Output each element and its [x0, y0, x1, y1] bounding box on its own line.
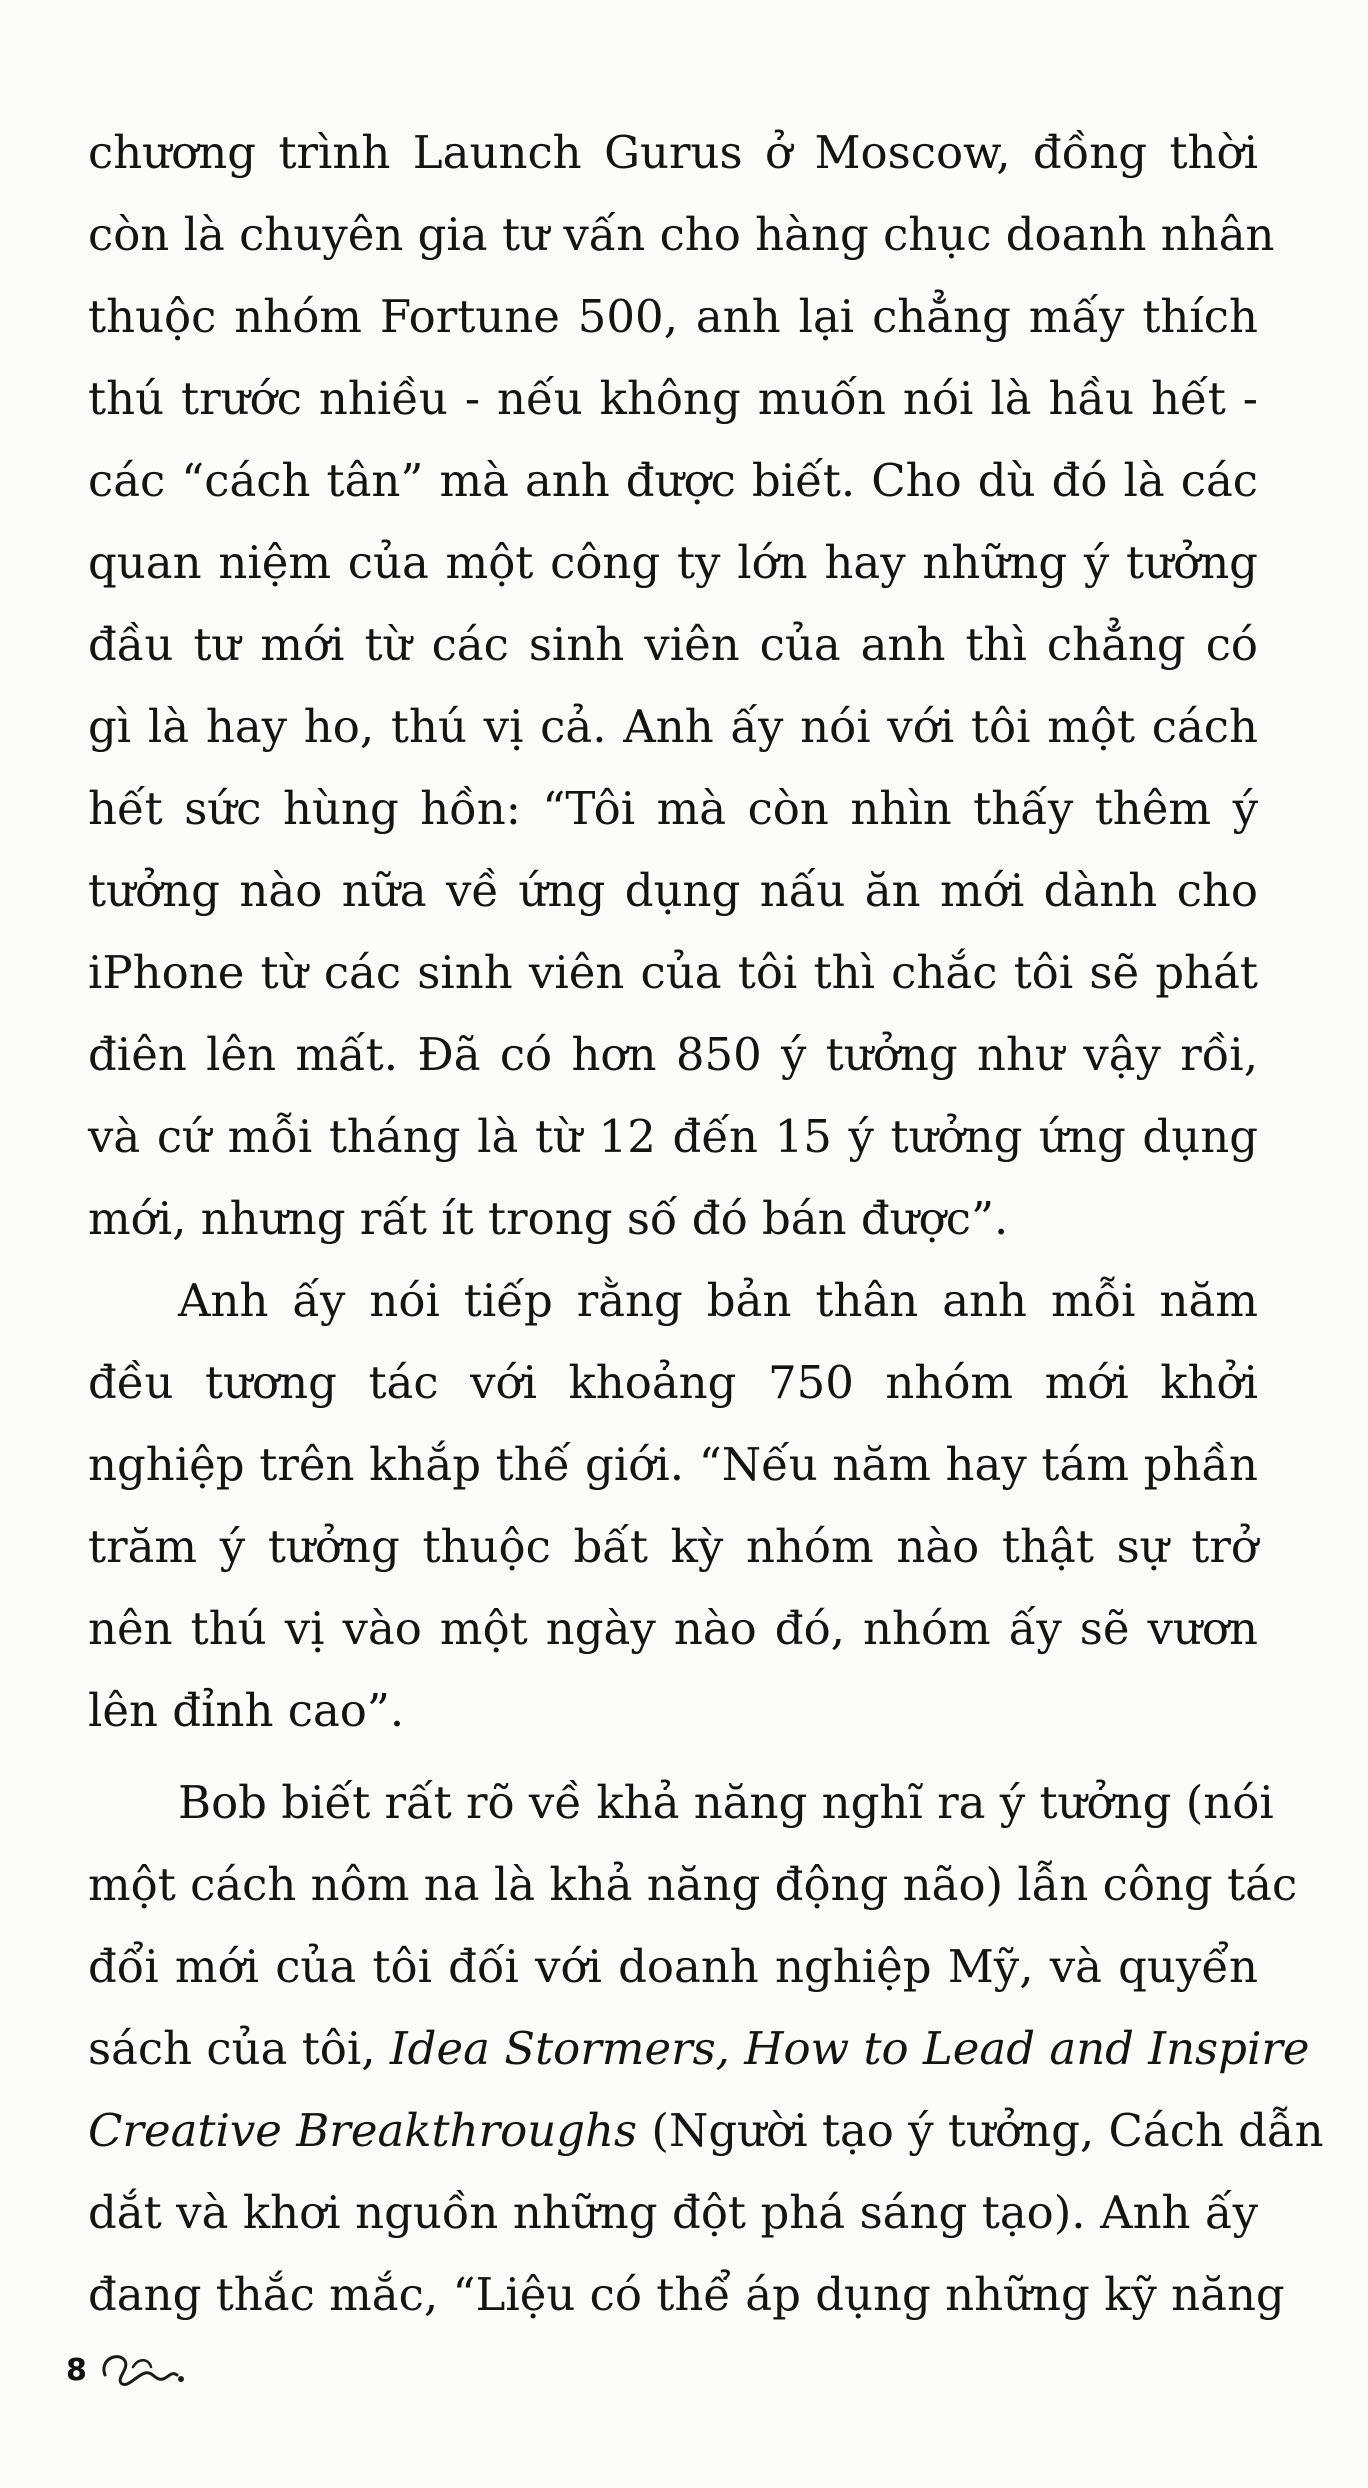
- text-line-with-title: [88, 2090, 1324, 2172]
- text-line: tưởng nào nữa về ứng dụng nấu ăn mới dành cho: [88, 864, 1258, 917]
- text-line: đều tương tác với khoảng 750 nhóm mới khởi: [88, 1356, 1258, 1409]
- text-line: thú trước nhiều - nếu không muốn nói là hầu hết -: [88, 372, 1258, 425]
- text-line: một cách nôm na là khả năng động não) lẫn công tác: [88, 1858, 1298, 1911]
- text-line: gì là hay ho, thú vị cả. Anh ấy nói với tôi một cách: [88, 700, 1258, 753]
- text-line: thuộc nhóm Fortune 500, anh lại chẳng mấy thích: [88, 290, 1258, 343]
- text-line: Anh ấy nói tiếp rằng bản thân anh mỗi năm: [178, 1274, 1258, 1327]
- text-segment: sách của tôi,: [88, 2022, 390, 2075]
- text-line: hết sức hùng hồn: “Tôi mà còn nhìn thấy thêm ý: [88, 782, 1258, 835]
- text-line: mới, nhưng rất ít trong số đó bán được”.: [88, 1192, 1009, 1245]
- decorative-flourish-icon: [97, 2345, 187, 2395]
- page-footer: [66, 2340, 187, 2400]
- text-line: chương trình Launch Gurus ở Moscow, đồng thời: [88, 126, 1258, 179]
- text-line: đang thắc mắc, “Liệu có thể áp dụng những kỹ năng: [88, 2268, 1285, 2321]
- text-line: đổi mới của tôi đối với doanh nghiệp Mỹ, và quyển: [88, 1940, 1258, 1993]
- paragraph-1: [88, 112, 1275, 1260]
- body-text: [88, 112, 1324, 2336]
- book-title-part-2: Creative Breakthroughs: [88, 2104, 638, 2157]
- text-segment: (Người tạo ý tưởng, Cách dẫn: [637, 2104, 1324, 2157]
- text-line: đầu tư mới từ các sinh viên của anh thì chẳng có: [88, 618, 1258, 671]
- text-line: quan niệm của một công ty lớn hay những ý tưởng: [88, 536, 1258, 589]
- text-line: nên thú vị vào một ngày nào đó, nhóm ấy sẽ vươn: [88, 1602, 1258, 1655]
- page-number: 8: [66, 2352, 87, 2388]
- book-title-part-1: Idea Stormers, How to Lead and Inspire: [389, 2022, 1310, 2075]
- text-line-with-title: [88, 2008, 1310, 2090]
- text-line: và cứ mỗi tháng là từ 12 đến 15 ý tưởng ứng dụng: [88, 1110, 1258, 1163]
- paragraph-3: [88, 1762, 1324, 2336]
- paragraph-2: [88, 1260, 1258, 1752]
- text-line: lên đỉnh cao”.: [88, 1684, 405, 1737]
- text-line: dắt và khơi nguồn những đột phá sáng tạo). Anh ấy: [88, 2186, 1258, 2239]
- paragraph-spacer: [88, 1752, 1258, 1762]
- text-line: Bob biết rất rõ về khả năng nghĩ ra ý tưởng (nói: [178, 1776, 1274, 1829]
- text-line: iPhone từ các sinh viên của tôi thì chắc tôi sẽ phát: [88, 946, 1258, 999]
- text-line: còn là chuyên gia tư vấn cho hàng chục doanh nhân: [88, 208, 1275, 261]
- text-line: nghiệp trên khắp thế giới. “Nếu năm hay tám phần: [88, 1438, 1258, 1491]
- text-line: điên lên mất. Đã có hơn 850 ý tưởng như vậy rồi,: [88, 1028, 1258, 1081]
- text-line: các “cách tân” mà anh được biết. Cho dù đó là các: [88, 454, 1258, 507]
- text-line: trăm ý tưởng thuộc bất kỳ nhóm nào thật sự trở: [88, 1520, 1258, 1573]
